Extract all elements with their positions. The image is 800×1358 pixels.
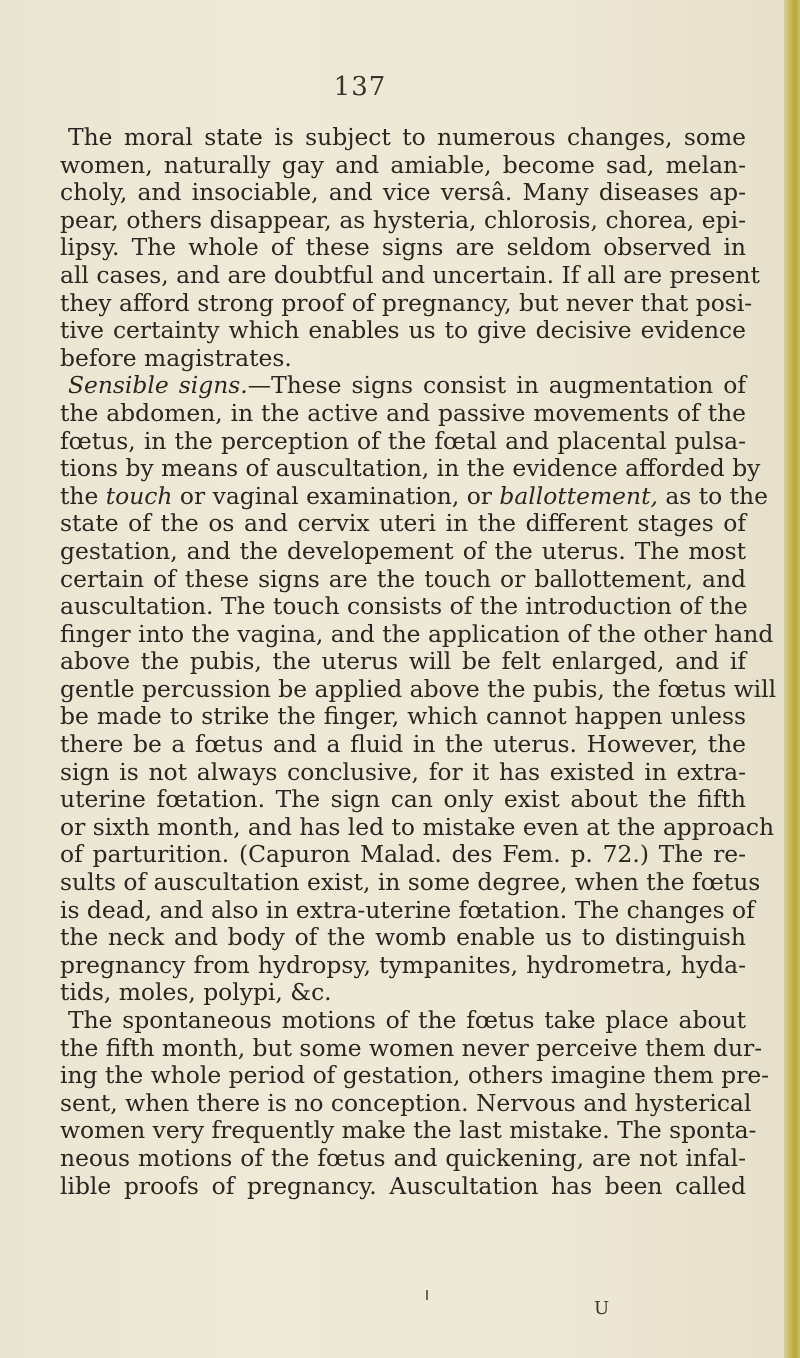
text-line: [60, 207, 746, 235]
line-text: gentle percussion be applied above the pubis, the fœtus will: [60, 674, 777, 703]
text-line: [60, 1145, 746, 1173]
line-text: above the pubis, the uterus will be felt enlarged, and if: [60, 647, 746, 676]
text-line: [60, 400, 746, 428]
text-line: [60, 812, 775, 842]
line-text: or sixth month, and has led to mistake even at the approach: [60, 812, 775, 841]
text-line: [60, 428, 746, 456]
line-text: fœtus, in the perception of the fœtal and placental pulsa-: [60, 426, 746, 455]
line-text: they afford strong proof of pregnancy, but never that posi-: [60, 288, 753, 317]
line-text: pregnancy from hydropsy, tympanites, hydrometra, hyda-: [60, 950, 746, 979]
text-line: [60, 593, 746, 621]
page-number: 137: [333, 72, 387, 102]
printing-mark: [426, 1290, 428, 1300]
line-text: state of the os and cervix uteri in the different stages of: [60, 509, 746, 538]
line-text: uterine fœtation. The sign can only exist about the fifth: [60, 785, 746, 814]
line-text: lible proofs of pregnancy. Auscultation has been called: [60, 1171, 746, 1200]
signature-mark: U: [594, 1298, 610, 1319]
text-line: [60, 510, 746, 538]
line-text: The moral state is subject to numerous changes, some: [68, 123, 746, 151]
text-line: [60, 979, 746, 1007]
text-line: [60, 538, 746, 566]
italic-phrase: ballottement,: [499, 481, 658, 510]
text-line: [60, 786, 746, 814]
text-line: [60, 759, 746, 787]
text-line: [60, 1061, 770, 1090]
line-text: ing the whole period of gestation, others imagine them pre-: [60, 1061, 770, 1090]
italic-phrase: Sensible signs.: [68, 371, 248, 400]
line-text: The spontaneous motions of the fœtus take place about: [68, 1006, 746, 1034]
line-text: before magistrates.: [60, 343, 292, 372]
text-line: [60, 674, 777, 704]
line-text: tions by means of auscultation, in the evidence afforded by: [60, 454, 761, 483]
line-text: women, naturally gay and amiable, become sad, melan-: [60, 150, 746, 179]
text-line: [60, 1088, 752, 1118]
line-text: or vaginal examination, or: [172, 481, 500, 510]
line-text: the: [60, 481, 106, 510]
text-line: [60, 372, 746, 400]
line-text: certain of these signs are the touch or ballottement, and: [60, 564, 746, 593]
text-line: [60, 317, 746, 345]
line-text: choly, and insociable, and vice versâ. Many diseases ap-: [60, 178, 746, 207]
line-text: sults of auscultation exist, in some degree, when the fœtus: [60, 868, 761, 897]
line-text: tive certainty which enables us to give decisive evidence: [60, 316, 746, 345]
line-text: as to the: [657, 481, 768, 510]
line-text: be made to strike the finger, which cannot happen unless: [60, 702, 746, 731]
text-line: [60, 179, 746, 207]
line-text: gestation, and the developement of the uterus. The most: [60, 536, 746, 565]
line-text: the fifth month, but some women never perceive them dur-: [60, 1033, 763, 1062]
line-text: is dead, and also in extra-uterine fœtation. The changes of: [60, 895, 755, 924]
line-text: the abdomen, in the active and passive movements of the: [60, 398, 746, 427]
italic-phrase: touch: [105, 481, 173, 510]
line-text: all cases, and are doubtful and uncertain. If all are present: [60, 260, 760, 289]
line-text: pear, others disappear, as hysteria, chlorosis, chorea, epi-: [60, 205, 746, 234]
line-text: sent, when there is no conception. Nervous and hysterical: [60, 1088, 752, 1117]
line-text: neous motions of the fœtus and quickening, are not infal-: [60, 1143, 746, 1172]
line-text: —These signs consist in augmentation of: [247, 371, 747, 400]
text-line: [60, 260, 760, 290]
line-text: there be a fœtus and a fluid in the uterus. However, the: [60, 730, 746, 759]
text-line: [60, 841, 746, 869]
text-line: [60, 924, 746, 952]
text-line: [60, 566, 746, 594]
text-line: [60, 345, 746, 373]
text-line: [60, 124, 746, 152]
text-line: [60, 648, 746, 676]
text-line: [60, 952, 746, 980]
line-text: women very frequently make the last mistake. The sponta-: [60, 1116, 757, 1145]
page-edge-binding: [784, 0, 800, 1358]
text-line: [60, 703, 746, 731]
line-text: of parturition. (Capuron Malad. des Fem. p. 72.) The re-: [60, 840, 746, 869]
line-text: lipsy. The whole of these signs are seldom observed in: [60, 233, 746, 262]
text-line: [60, 895, 755, 925]
line-text: sign is not always conclusive, for it has existed in extra-: [60, 757, 746, 786]
line-text: finger into the vagina, and the application of the other hand: [60, 619, 774, 648]
body-text: [60, 123, 777, 1200]
text-line: [60, 1173, 746, 1201]
text-line: [60, 1116, 757, 1145]
text-line: [60, 152, 746, 180]
text-line: [60, 481, 768, 511]
text-line: [60, 288, 753, 318]
text-line: [60, 234, 746, 262]
text-line: [60, 731, 746, 759]
line-text: tids, moles, polypi, &c.: [60, 978, 332, 1007]
text-line: [60, 1007, 746, 1035]
text-line: [60, 454, 761, 483]
text-line: [60, 1033, 763, 1063]
line-text: auscultation. The touch consists of the introduction of the: [60, 592, 748, 621]
text-line: [60, 619, 774, 649]
line-text: the neck and body of the womb enable us to distinguish: [60, 923, 746, 952]
text-line: [60, 868, 761, 897]
